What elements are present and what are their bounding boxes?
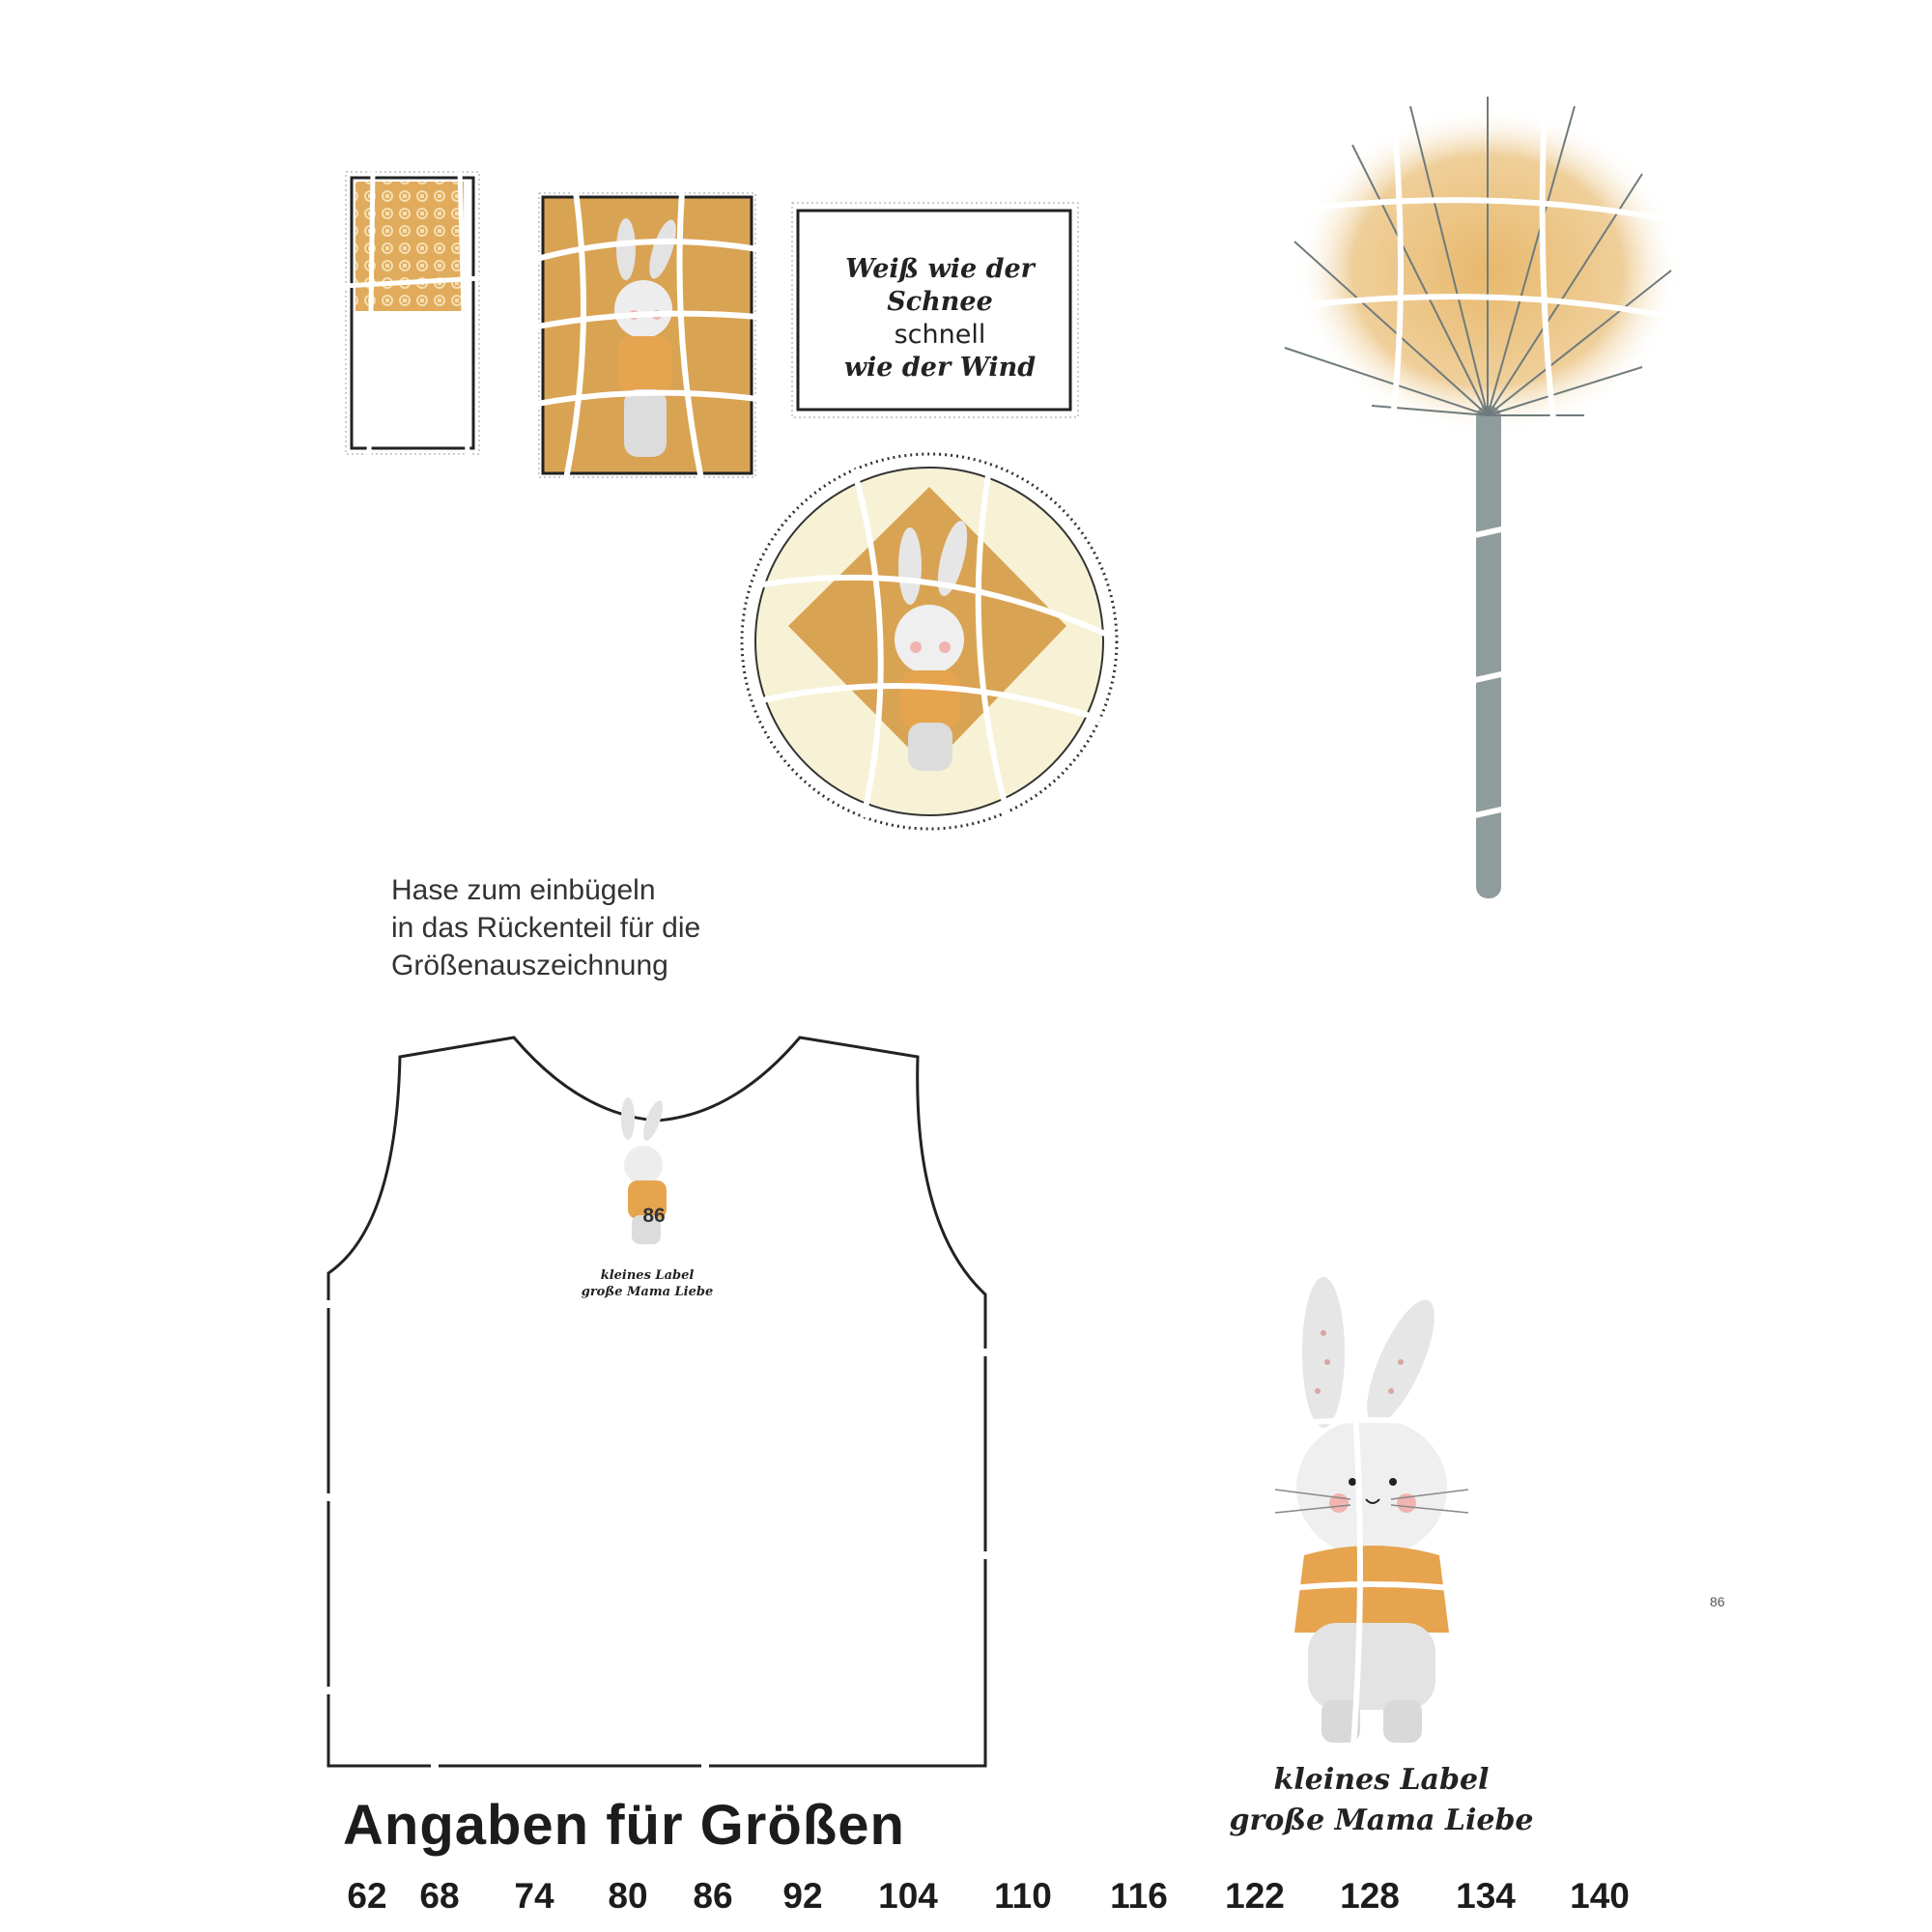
quote-line-1: Weiß wie der Schnee (845, 254, 1035, 317)
small-label-line-2: große Mama Liebe (581, 1285, 714, 1299)
size-value: 92 (782, 1876, 823, 1916)
shirt-back-pattern (319, 1014, 995, 1777)
page-number: 86 (1710, 1594, 1725, 1609)
instruction-line-2: in das Rückenteil für die (391, 912, 701, 944)
sizes-row (319, 1876, 1671, 1924)
dandelion-illustration (1256, 87, 1681, 908)
sizes-heading: Angaben für Größen (343, 1794, 905, 1857)
size-value: 116 (1110, 1876, 1168, 1916)
instruction-line-1: Hase zum einbügeln (391, 874, 656, 906)
quote-line-2: schnell (894, 320, 986, 350)
big-label-line-2: große Mama Liebe (1229, 1804, 1534, 1837)
size-value: 140 (1570, 1876, 1630, 1916)
circle-bunny-panel (738, 450, 1121, 833)
quote-line-3: wie der Wind (843, 353, 1037, 383)
big-label-line-1: kleines Label (1273, 1763, 1490, 1797)
card-pattern-panel (344, 170, 481, 456)
size-value: 68 (419, 1876, 460, 1916)
instruction-text (391, 871, 894, 984)
big-label-text (1217, 1760, 1546, 1841)
size-value: 134 (1456, 1876, 1516, 1916)
instruction-line-3: Größenauszeichnung (391, 950, 668, 981)
small-label-line-1: kleines Label (600, 1268, 695, 1283)
size-value: 110 (994, 1876, 1052, 1916)
small-label-text (580, 1267, 715, 1300)
card-bunny-panel (537, 191, 757, 479)
size-value: 62 (347, 1876, 387, 1916)
shirt-size-number: 86 (642, 1205, 666, 1227)
size-value: 122 (1225, 1876, 1285, 1916)
quote-text (800, 253, 1080, 384)
size-value: 86 (693, 1876, 733, 1916)
size-value: 74 (514, 1876, 554, 1916)
size-value: 128 (1340, 1876, 1400, 1916)
size-value: 80 (608, 1876, 648, 1916)
size-value: 104 (878, 1876, 938, 1916)
large-bunny-illustration (1246, 1275, 1497, 1758)
